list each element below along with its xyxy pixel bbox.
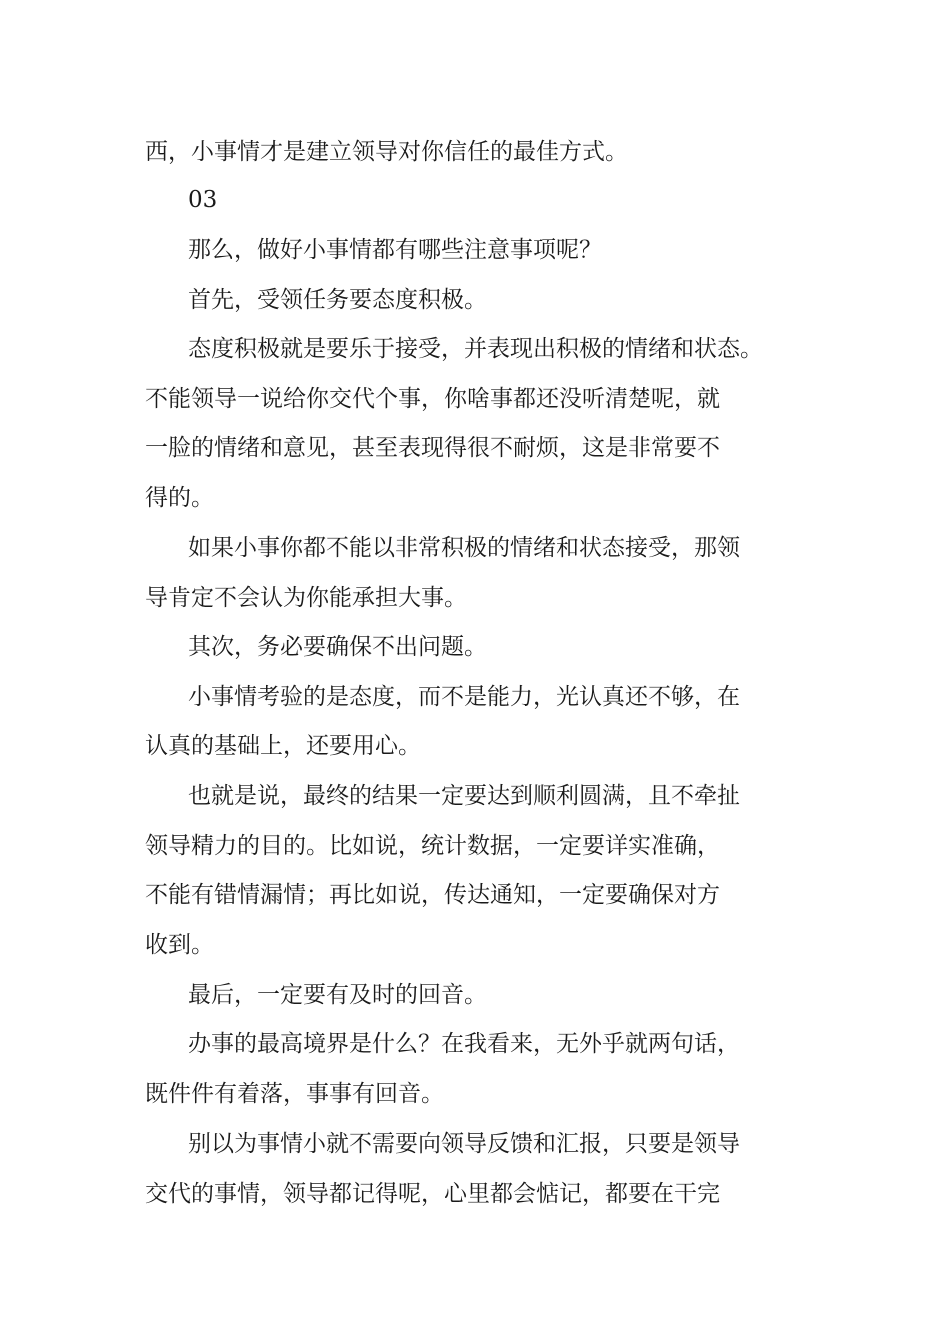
section-heading: 最后，一定要有及时的回音。	[188, 982, 487, 1008]
text-line: 也就是说，最终的结果一定要达到顺利圆满，且不牵扯	[188, 783, 740, 809]
section-heading: 首先，受领任务要态度积极。	[188, 287, 487, 313]
text-line: 小事情考验的是态度，而不是能力，光认真还不够，在	[188, 684, 740, 710]
text-line: 别以为事情小就不需要向领导反馈和汇报，只要是领导	[188, 1131, 740, 1157]
text-line: 认真的基础上，还要用心。	[145, 733, 421, 759]
text-line: 既件件有着落，事事有回音。	[145, 1081, 444, 1107]
text-line: 西，小事情才是建立领导对你信任的最佳方式。	[145, 139, 628, 165]
text-line: 如果小事你都不能以非常积极的情绪和状态接受，那领	[188, 535, 740, 561]
text-line: 一脸的情绪和意见，甚至表现得很不耐烦，这是非常要不	[145, 435, 720, 461]
text-line: 不能有错情漏情；再比如说，传达通知，一定要确保对方	[145, 882, 720, 908]
section-number: 03	[188, 187, 218, 213]
text-line: 那么，做好小事情都有哪些注意事项呢？	[188, 237, 602, 263]
text-line: 态度积极就是要乐于接受，并表现出积极的情绪和状态。	[188, 336, 763, 362]
text-line: 交代的事情，领导都记得呢，心里都会惦记，都要在干完	[145, 1181, 720, 1207]
text-line: 收到。	[145, 932, 214, 958]
text-line: 领导精力的目的。比如说，统计数据，一定要详实准确，	[145, 833, 720, 859]
text-line: 不能领导一说给你交代个事，你啥事都还没听清楚呢，就	[145, 386, 720, 412]
section-heading: 其次，务必要确保不出问题。	[188, 634, 487, 660]
text-line: 得的。	[145, 485, 214, 511]
text-line: 导肯定不会认为你能承担大事。	[145, 585, 467, 611]
text-line: 办事的最高境界是什么？在我看来，无外乎就两句话，	[188, 1031, 740, 1057]
